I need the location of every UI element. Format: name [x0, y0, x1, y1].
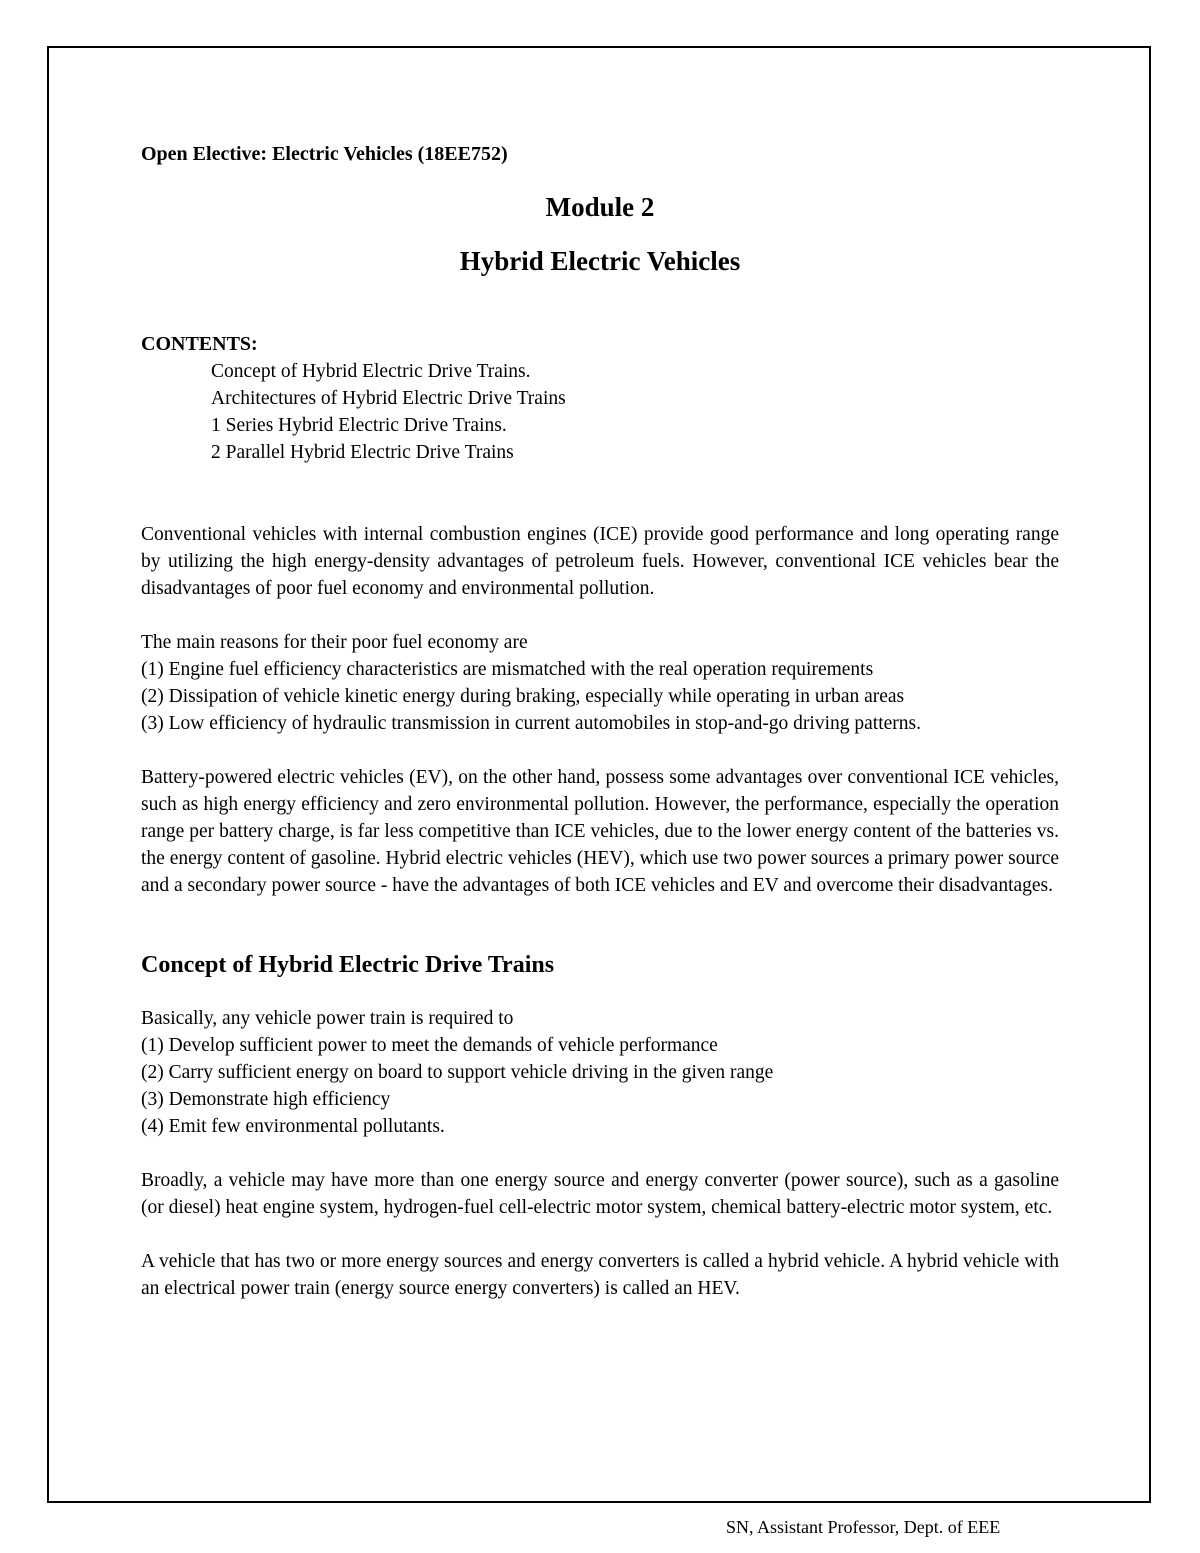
requirements-lead: Basically, any vehicle power train is required to	[141, 1008, 514, 1029]
requirement-item: (3) Demonstrate high efficiency	[141, 1089, 391, 1110]
requirements-list	[141, 1032, 1059, 1140]
hybrid-definition-paragraph: A vehicle that has two or more energy sources and energy converters is called a hybrid vehicle. A hybrid vehicle with an electrical power train (energy source energy converters) is called an HEV.	[141, 1251, 1059, 1299]
reasons-lead: The main reasons for their poor fuel economy are	[141, 632, 528, 653]
energy-source-paragraph: Broadly, a vehicle may have more than one energy source and energy converter (power source), such as a gasoline (or diesel) heat engine system, hydrogen-fuel cell-electric motor system, chemical battery-electric motor system, etc.	[141, 1170, 1059, 1218]
section-heading: Concept of Hybrid Electric Drive Trains	[141, 952, 555, 978]
document-title: Hybrid Electric Vehicles	[459, 246, 741, 276]
contents-item: Concept of Hybrid Electric Drive Trains.	[211, 361, 531, 382]
requirement-item: (2) Carry sufficient energy on board to support vehicle driving in the given range	[141, 1062, 774, 1083]
reason-item: (2) Dissipation of vehicle kinetic energy during braking, especially while operating in urban areas	[141, 686, 905, 707]
ev-paragraph: Battery-powered electric vehicles (EV), on the other hand, possess some advantages over conventional ICE vehicles, such as high energy efficiency and zero environmental pollution. However, the performance, especially the operation range per battery charge, is far less competitive than ICE vehicles, due to the lower energy content of the batteries vs. the energy content of gasoline. Hybrid electric vehicles (HEV), which use two power sources a primary power source and a secondary power source - have the advantages of both ICE vehicles and EV and overcome their disadvantages.	[141, 767, 1059, 896]
course-title: Open Elective: Electric Vehicles (18EE752)	[141, 143, 508, 165]
reason-item: (3) Low efficiency of hydraulic transmission in current automobiles in stop-and-go driving patterns.	[141, 713, 921, 734]
page-content	[141, 140, 1059, 1302]
requirement-item: (4) Emit few environmental pollutants.	[141, 1116, 445, 1137]
reasons-list	[141, 656, 1059, 737]
reason-item: (1) Engine fuel efficiency characteristics are mismatched with the real operation requirements	[141, 659, 874, 680]
page-footer: SN, Assistant Professor, Dept. of EEE	[726, 1517, 1001, 1537]
contents-item: 2 Parallel Hybrid Electric Drive Trains	[211, 442, 514, 463]
contents-item: Architectures of Hybrid Electric Drive Trains	[211, 388, 566, 409]
module-title: Module 2	[545, 192, 655, 222]
requirement-item: (1) Develop sufficient power to meet the demands of vehicle performance	[141, 1035, 718, 1056]
intro-paragraph: Conventional vehicles with internal combustion engines (ICE) provide good performance and long operating range by utilizing the high energy-density advantages of petroleum fuels. However, conventional ICE vehicles bear the disadvantages of poor fuel economy and environmental pollution.	[141, 524, 1059, 599]
contents-item: 1 Series Hybrid Electric Drive Trains.	[211, 415, 507, 436]
contents-heading: CONTENTS:	[141, 333, 258, 355]
contents-list	[141, 358, 1059, 466]
